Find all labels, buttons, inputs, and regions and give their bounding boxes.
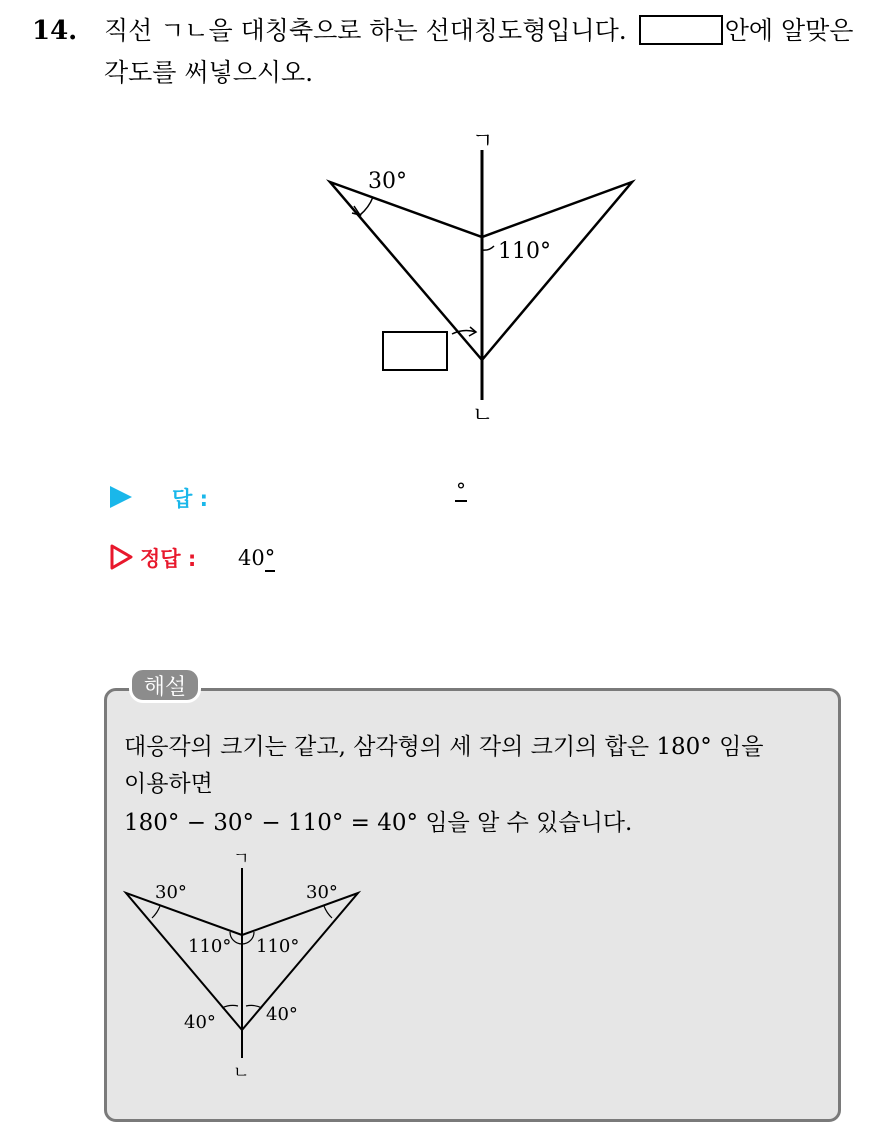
correct-answer-value bbox=[238, 546, 275, 570]
explanation-line2: 이용하면 bbox=[124, 771, 213, 797]
angle-arc-110 bbox=[482, 246, 494, 250]
expl-angle-right-110: 110° bbox=[256, 936, 300, 957]
explanation-line3: 180° − 30° − 110° = 40° 임을 알 수 있습니다. bbox=[124, 810, 633, 836]
correct-answer-number: 40 bbox=[238, 546, 265, 570]
question-text-part1: 직선 ㄱㄴ을 대칭축으로 하는 선대칭도형입니다. bbox=[104, 16, 627, 45]
angle-label-30: 30° bbox=[368, 169, 407, 194]
correct-answer-label: 정답 : bbox=[140, 547, 197, 571]
expl-arc-right-30 bbox=[324, 906, 332, 918]
expl-axis-top-label: ㄱ bbox=[233, 849, 250, 869]
play-outline-icon bbox=[110, 544, 134, 570]
explanation-line1: 대응각의 크기는 같고, 삼각형의 세 각의 크기의 합은 180° 임을 bbox=[124, 734, 764, 760]
angle-label-110: 110° bbox=[498, 239, 551, 264]
symmetric-figure bbox=[0, 0, 884, 470]
explanation-figure bbox=[0, 840, 400, 1090]
play-icon bbox=[110, 486, 132, 508]
expl-angle-left-110: 110° bbox=[188, 936, 232, 957]
correct-answer-degree: ° bbox=[264, 546, 276, 570]
angle-arc-30 bbox=[360, 197, 373, 215]
expl-angle-right-30: 30° bbox=[306, 882, 338, 903]
expl-arc-right-40 bbox=[246, 1005, 262, 1008]
expl-arc-left-30 bbox=[152, 906, 160, 918]
unknown-angle-box bbox=[383, 332, 447, 370]
expl-angle-right-40: 40° bbox=[266, 1004, 298, 1025]
explanation-tag: 해설 bbox=[129, 667, 201, 703]
question-text-line2: 각도를 써넣으시오. bbox=[104, 58, 314, 87]
expl-angle-left-30: 30° bbox=[155, 882, 187, 903]
axis-top-label: ㄱ bbox=[472, 129, 494, 154]
axis-bottom-label: ㄴ bbox=[472, 403, 494, 428]
question-number: 14. bbox=[32, 16, 78, 46]
expl-arc-left-40 bbox=[222, 1005, 238, 1008]
expl-axis-bottom-label: ㄴ bbox=[233, 1063, 250, 1083]
answer-label: 답 : bbox=[172, 487, 208, 511]
question-text-part2: 안에 알맞은 bbox=[724, 16, 854, 45]
expl-angle-left-40: 40° bbox=[184, 1012, 216, 1033]
answer-input-degree[interactable]: ° bbox=[456, 478, 466, 502]
